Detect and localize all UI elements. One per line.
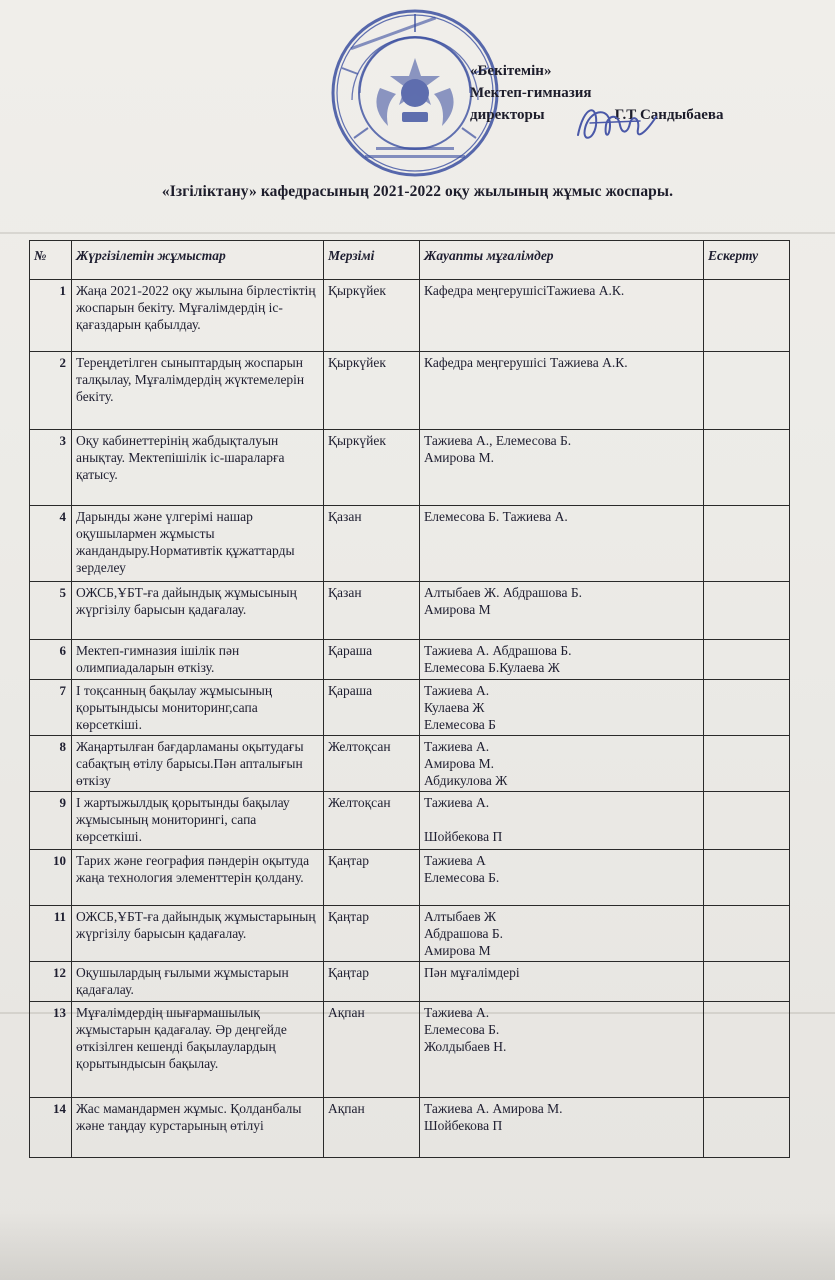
row-number: 13 <box>30 1002 72 1098</box>
row-term: Желтоқсан <box>324 792 420 850</box>
handwritten-signature-icon <box>570 95 660 155</box>
row-responsible: Тажиева А. Абдрашова Б. Елемесова Б.Кулаева Ж <box>420 640 704 680</box>
row-term: Желтоқсан <box>324 736 420 792</box>
row-note <box>704 792 790 850</box>
work-plan-table <box>29 240 790 1158</box>
row-number: 4 <box>30 506 72 582</box>
row-term: Қараша <box>324 680 420 736</box>
header-note: Ескерту <box>704 241 790 280</box>
row-term: Қаңтар <box>324 962 420 1002</box>
document-title: «Ізгіліктану» кафедрасының 2021-2022 оқу жылының жұмыс жоспары. <box>161 183 674 200</box>
row-responsible: Алтыбаев Ж Абдрашова Б. Амирова М <box>420 906 704 962</box>
row-responsible: Тажиева А. Амирова М. Шойбекова П <box>420 1098 704 1158</box>
header-number: № <box>30 241 72 280</box>
row-work: Жаңа 2021-2022 оқу жылына бірлестіктің жоспарын бекіту. Мұғалімдердің іс-қағаздарын қабылдау. <box>72 280 324 352</box>
row-number: 12 <box>30 962 72 1002</box>
row-note <box>704 850 790 906</box>
row-number: 10 <box>30 850 72 906</box>
director-name: Г.Т Сандыбаева <box>614 107 724 123</box>
row-note <box>704 506 790 582</box>
header-work: Жүргізілетін жұмыстар <box>72 241 324 280</box>
table-row <box>30 506 790 582</box>
row-note <box>704 962 790 1002</box>
row-work: Тарих және география пәндерін оқытуда жаңа технология элементтерін қолдану. <box>72 850 324 906</box>
row-responsible: Пән мұғалімдері <box>420 962 704 1002</box>
row-number: 14 <box>30 1098 72 1158</box>
table-row <box>30 582 790 640</box>
row-number: 8 <box>30 736 72 792</box>
row-work: Оқу кабинеттерінің жабдықталуын анықтау. Мектепішілік іс-шараларға қатысу. <box>72 430 324 506</box>
table-row <box>30 352 790 430</box>
table-row <box>30 280 790 352</box>
row-number: 7 <box>30 680 72 736</box>
row-work: Жас мамандармен жұмыс. Қолданбалы және таңдау курстарының өтілуі <box>72 1098 324 1158</box>
row-work: Тереңдетілген сыныптардың жоспарын талқылау, Мұғалімдердің жүктемелерін бекіту. <box>72 352 324 430</box>
row-responsible: Кафедра меңгерушісі Тажиева А.К. <box>420 352 704 430</box>
row-note <box>704 430 790 506</box>
row-term: Қыркүйек <box>324 430 420 506</box>
row-work: Жаңартылған бағдарламаны оқытудағы сабақтың өтілу барысы.Пән апталығын өткізу <box>72 736 324 792</box>
row-work: Оқушылардың ғылыми жұмыстарын қадағалау. <box>72 962 324 1002</box>
table-row <box>30 792 790 850</box>
row-number: 11 <box>30 906 72 962</box>
row-note <box>704 352 790 430</box>
table-row <box>30 1098 790 1158</box>
table-row <box>30 680 790 736</box>
row-note <box>704 280 790 352</box>
row-responsible: Елемесова Б. Тажиева А. <box>420 506 704 582</box>
approval-heading: «Бекітемін» <box>470 63 552 79</box>
table-row <box>30 736 790 792</box>
row-work: ОЖСБ,ҰБТ-ға дайындық жұмыстарының жүргізілу барысын қадағалау. <box>72 906 324 962</box>
row-term: Қараша <box>324 640 420 680</box>
row-note <box>704 906 790 962</box>
row-note <box>704 640 790 680</box>
row-responsible: Кафедра меңгерушісіТажиева А.К. <box>420 280 704 352</box>
row-responsible: Тажиева А. Амирова М. Абдикулова Ж <box>420 736 704 792</box>
row-term: Қазан <box>324 582 420 640</box>
row-note <box>704 1098 790 1158</box>
row-note <box>704 1002 790 1098</box>
row-responsible: Тажиева А. Кулаева Ж Елемесова Б <box>420 680 704 736</box>
table-row <box>30 962 790 1002</box>
row-term: Қаңтар <box>324 850 420 906</box>
table-row <box>30 430 790 506</box>
row-number: 9 <box>30 792 72 850</box>
row-note <box>704 680 790 736</box>
table-row <box>30 640 790 680</box>
row-responsible: Алтыбаев Ж. Абдрашова Б. Амирова М <box>420 582 704 640</box>
header-term: Мерзімі <box>324 241 420 280</box>
table-row <box>30 850 790 906</box>
approval-position: директоры <box>470 107 545 123</box>
row-work: Дарынды және үлгерімі нашар оқушылармен жұмысты жандандыру.Нормативтік құжаттарды зерделеу <box>72 506 324 582</box>
row-note <box>704 736 790 792</box>
approval-school: Мектеп-гимназия <box>470 85 592 101</box>
row-term: Қыркүйек <box>324 352 420 430</box>
row-work: І жартыжылдық қорытынды бақылау жұмысының мониторингі, сапа көрсеткіші. <box>72 792 324 850</box>
paper-fold <box>0 232 835 234</box>
row-work: Мектеп-гимназия ішілік пән олимпиадаларын өткізу. <box>72 640 324 680</box>
row-number: 6 <box>30 640 72 680</box>
row-number: 5 <box>30 582 72 640</box>
row-term: Ақпан <box>324 1002 420 1098</box>
row-term: Қаңтар <box>324 906 420 962</box>
row-number: 3 <box>30 430 72 506</box>
row-term: Қыркүйек <box>324 280 420 352</box>
row-responsible: Тажиева А. Елемесова Б. Жолдыбаев Н. <box>420 1002 704 1098</box>
row-number: 1 <box>30 280 72 352</box>
table-row <box>30 906 790 962</box>
row-responsible: Тажиева А Елемесова Б. <box>420 850 704 906</box>
row-term: Ақпан <box>324 1098 420 1158</box>
table-header-row <box>30 241 790 280</box>
row-number: 2 <box>30 352 72 430</box>
row-work: І тоқсанның бақылау жұмысының қорытындысы мониторинг,сапа көрсеткіші. <box>72 680 324 736</box>
row-responsible: Тажиева А. Шойбекова П <box>420 792 704 850</box>
row-note <box>704 582 790 640</box>
row-work: ОЖСБ,ҰБТ-ға дайындық жұмысының жүргізілу барысын қадағалау. <box>72 582 324 640</box>
table-row <box>30 1002 790 1098</box>
page-shadow <box>0 1210 835 1280</box>
header-responsible: Жауапты мұғалімдер <box>420 241 704 280</box>
row-term: Қазан <box>324 506 420 582</box>
row-work: Мұғалімдердің шығармашылық жұмыстарын қадағалау. Әр деңгейде өткізілген кешенді бақылаулардың қорытындысын бақылау. <box>72 1002 324 1098</box>
row-responsible: Тажиева А., Елемесова Б. Амирова М. <box>420 430 704 506</box>
